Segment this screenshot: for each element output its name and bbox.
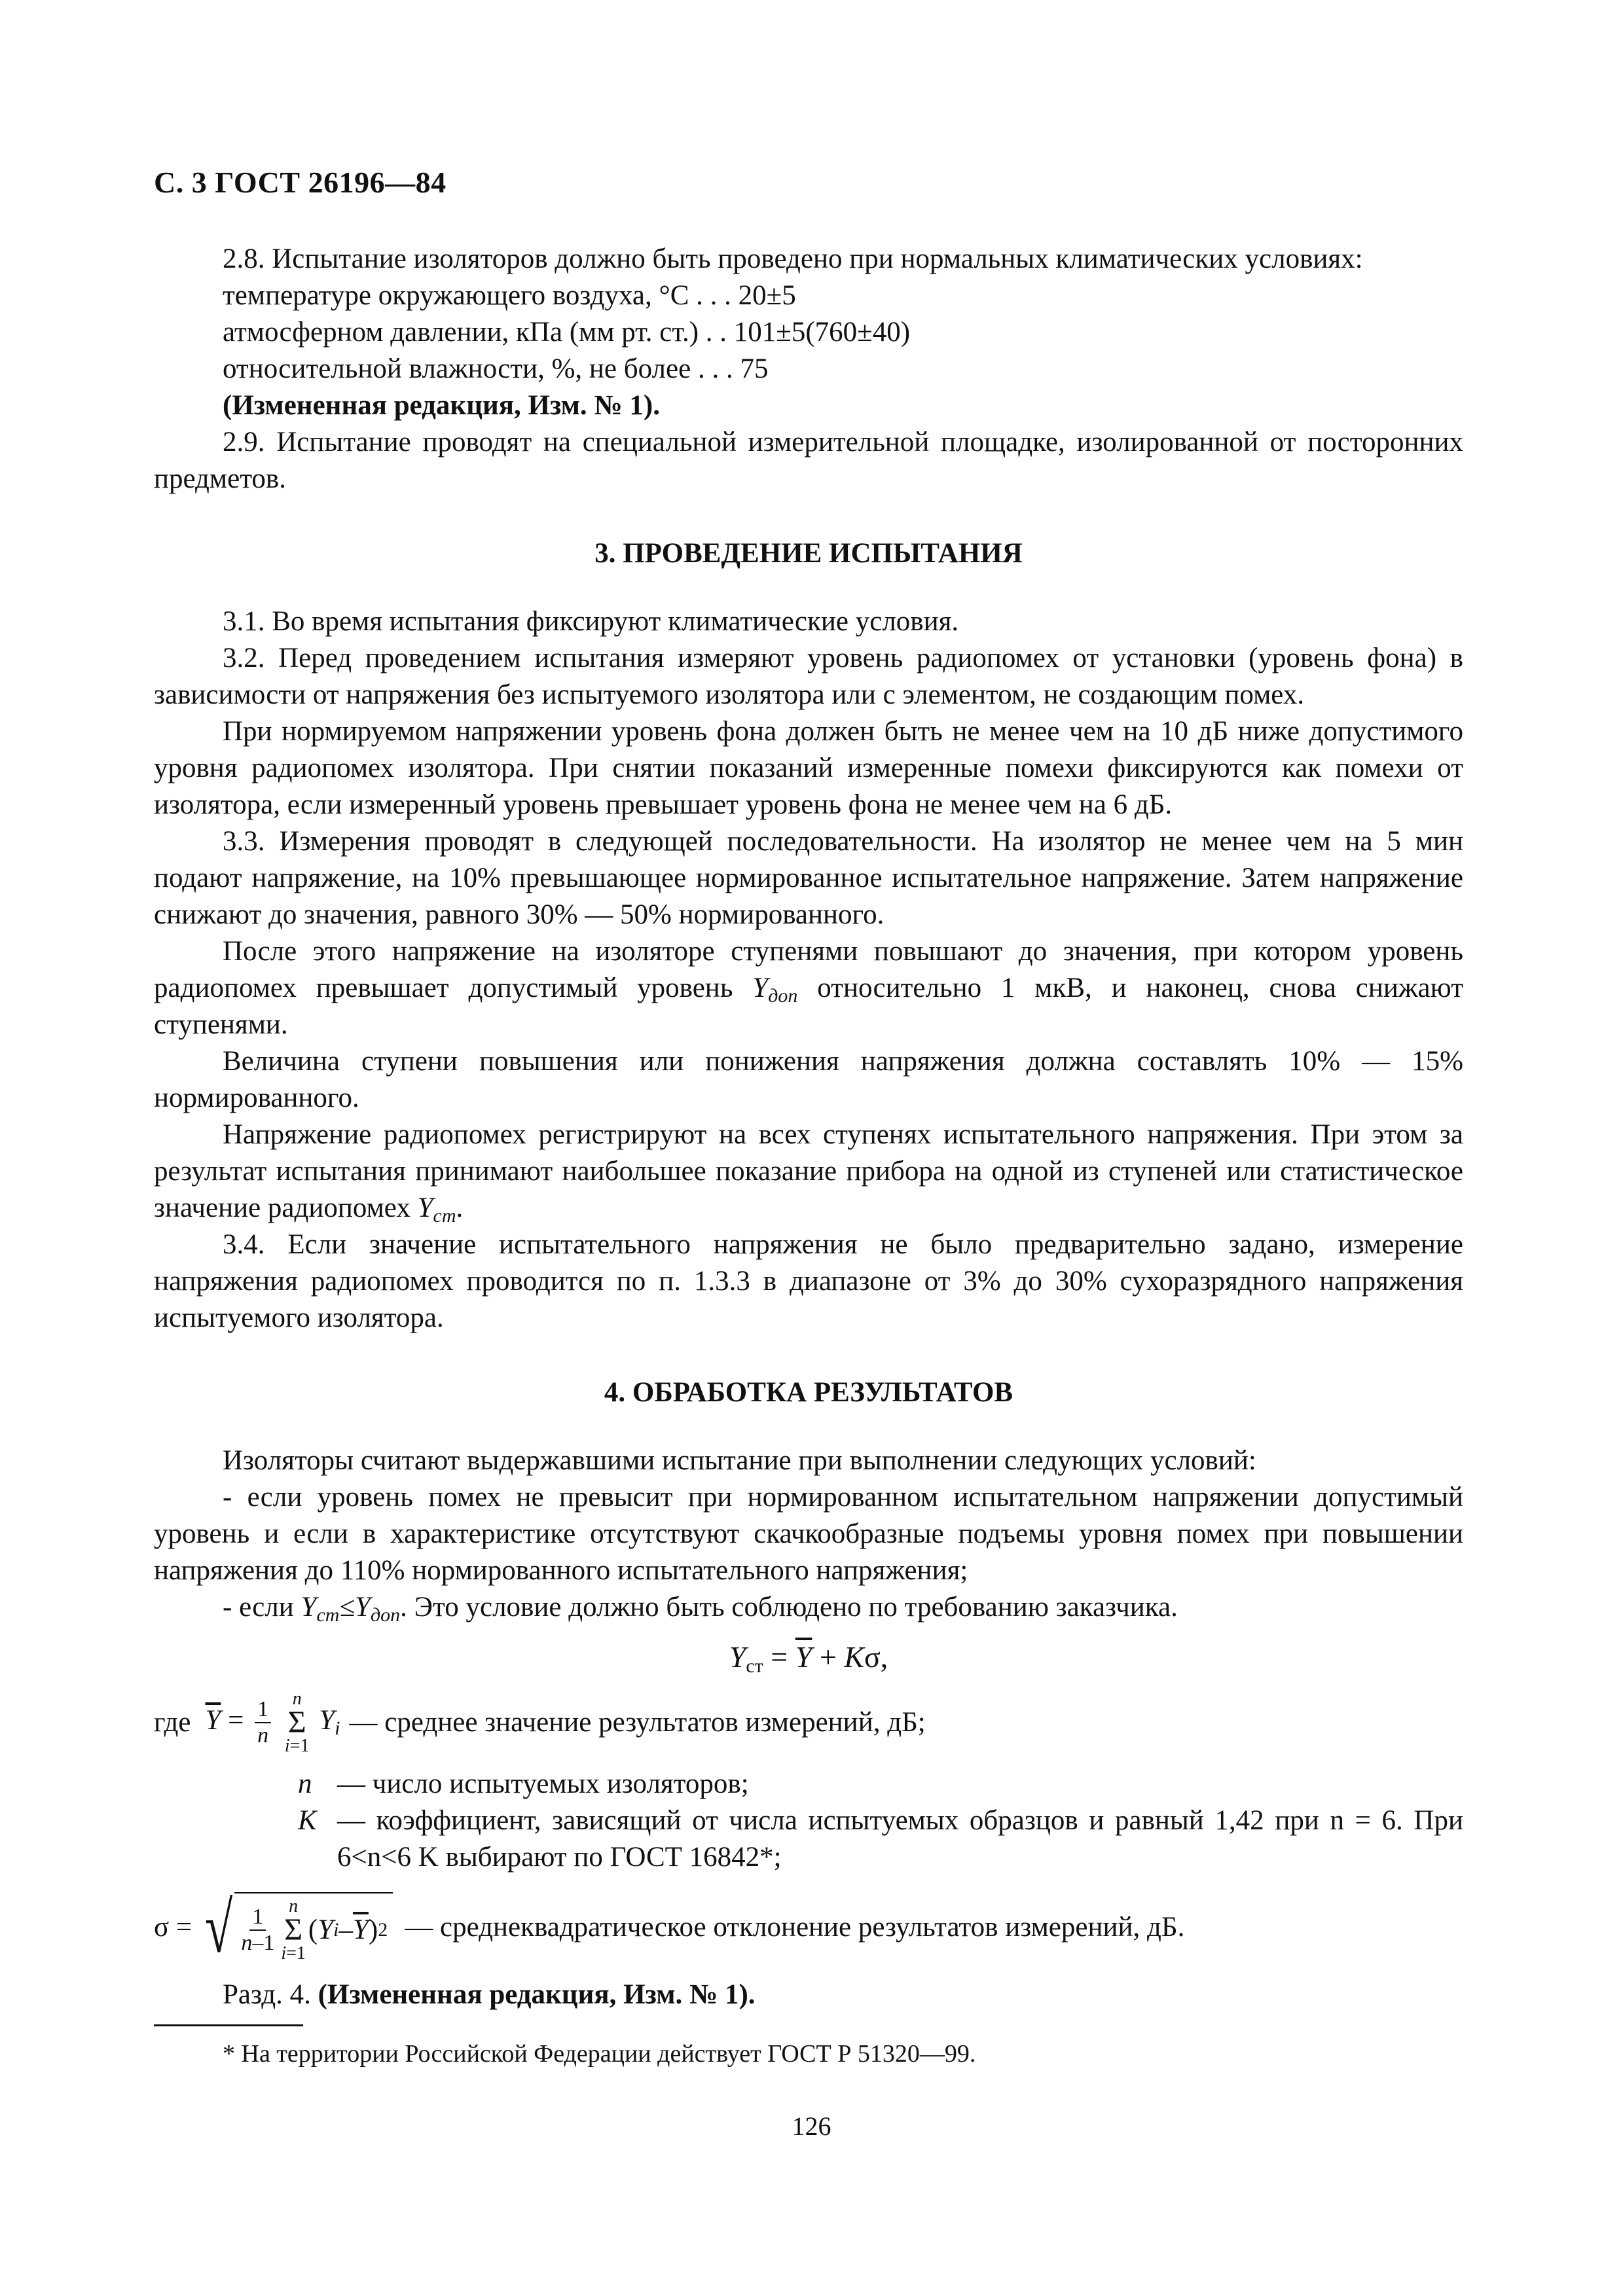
section-4-title: 4. ОБРАБОТКА РЕЗУЛЬТАТОВ bbox=[604, 1377, 1013, 1408]
sigma-description: — среднеквадратическое отклонение результатов измерений, дБ. bbox=[405, 1912, 1185, 1943]
page-number: 126 bbox=[792, 2111, 831, 2141]
registration-text: Напряжение радиопомех регистрируют на всех ступенях испытательного напряжения. При этом за результат испытания принимают наибольшее показание прибора на одной из ступеней или статистическое значение радиопомех bbox=[154, 1119, 1463, 1223]
paragraph-3-3-registration: Напряжение радиопомех регистрируют на всех ступенях испытательного напряжения. При этом за результат испытания принимают наибольшее показание прибора на одной из ступеней или статистическое значение радиопомех $Y_{ст}$. bbox=[154, 1119, 1463, 1227]
y-allowed-symbol: $Y_{доп}$ bbox=[752, 973, 798, 1007]
condition-temperature: температуре окружающего воздуха, °С . . . 20±5 bbox=[223, 280, 796, 311]
mean-description: — среднее значение результатов измерений, дБ; bbox=[349, 1707, 926, 1738]
definition-k: K — коэффициент, зависящий от числа испытуемых образцов и равный 1,42 при n = 6. При 6<n<6 K выбирают по ГОСТ 16842*; bbox=[298, 1805, 1463, 1873]
symbol-definitions bbox=[154, 1766, 1463, 1876]
paragraph-3-3: 3.3. Измерения проводят в следующей последовательности. На изолятор не менее чем на 5 мин подают напряжение, на 10% превышающее нормированное испытательное напряжение. Затем напряжение снижают до значения, равного 30% — 50% нормированного. bbox=[154, 826, 1463, 930]
condition-2-start: - если bbox=[223, 1592, 301, 1623]
paragraph-3-1: 3.1. Во время испытания фиксируют климатические условия. bbox=[223, 606, 959, 637]
section-3-title: 3. ПРОВЕДЕНИЕ ИСПЫТАНИЯ bbox=[594, 538, 1023, 569]
sigma-definition bbox=[154, 1888, 1463, 1967]
paragraph-2-9: 2.9. Испытание проводят на специальной измерительной площадке, изолированной от посторонних предметов. bbox=[154, 427, 1463, 494]
definition-n: n — число испытуемых изоляторов; bbox=[298, 1768, 749, 1799]
inequality-formula: $Y_{ст}\le Y_{доп}$ bbox=[301, 1592, 401, 1626]
paragraph-3-3-step-size: Величина ступени повышения или понижения напряжения должна составлять 10% — 15% нормированного. bbox=[154, 1046, 1463, 1113]
mean-formula: $\overline{Y}$ = $\frac{1}{n}$ n Σ i=1 $Y_i$ bbox=[205, 1689, 340, 1756]
condition-pressure: атмосферном давлении, кПа (мм рт. ст.) . . 101±5(760±40) bbox=[223, 317, 911, 348]
amendment-note: (Измененная редакция, Изм. № 1). bbox=[223, 390, 660, 421]
condition-2-end: . Это условие должно быть соблюдено по требованию заказчика. bbox=[400, 1592, 1178, 1623]
paragraph-3-2-background: При нормируемом напряжении уровень фона должен быть не менее чем на 10 дБ ниже допустимого уровня радиопомех изолятора. При снятии показаний измеренные помехи фиксируются как помехи от изолятора, если измеренный уровень превышает уровень фона не менее чем на 6 дБ. bbox=[154, 716, 1463, 820]
paragraph-3-3-steps bbox=[154, 933, 1463, 1043]
paragraph-2-8: 2.8. Испытание изоляторов должно быть проведено при нормальных климатических условиях: bbox=[223, 243, 1363, 274]
main-formula: $Y_{ст} = \overline{Y} + K\sigma$, bbox=[729, 1640, 888, 1677]
footnote-divider bbox=[154, 2024, 303, 2026]
y-stat-symbol: $Y_{ст}$ bbox=[417, 1193, 456, 1227]
paragraph-3-2: 3.2. Перед проведением испытания измеряют уровень радиопомех от установки (уровень фона) в зависимости от напряжения без испытуемого изолятора или с элементом, не создающим помех. bbox=[154, 643, 1463, 710]
footnote: * На территории Российской Федерации действует ГОСТ Р 51320—99. bbox=[223, 2040, 976, 2068]
mean-definition bbox=[154, 1690, 1463, 1755]
page-header: С. 3 ГОСТ 26196—84 bbox=[154, 166, 447, 199]
condition-humidity: относительной влажности, %, не более . . . 75 bbox=[223, 353, 769, 384]
where-label: где bbox=[154, 1707, 191, 1738]
document-body bbox=[154, 241, 1463, 2013]
condition-1: - если уровень помех не превысит при нормированном испытательном напряжении допустимый уровень и если в характеристике отсутствуют скачкообразные подъемы уровня помех при повышении напряжения до 110% нормированного испытательного напряжения; bbox=[154, 1482, 1463, 1586]
section-4-amendment: Разд. 4. (Измененная редакция, Изм. № 1). bbox=[223, 1979, 756, 2010]
steps-text-end: относительно 1 мкВ, и наконец, снова снижают ступенями. bbox=[154, 973, 1463, 1040]
paragraph-4-intro: Изоляторы считают выдержавшими испытание при выполнении следующих условий: bbox=[223, 1445, 1256, 1476]
paragraph-3-4: 3.4. Если значение испытательного напряжения не было предварительно задано, измерение напряжения радиопомех проводится по п. 1.3.3 в диапазоне от 3% до 30% сухоразрядного напряжения испытуемого изолятора. bbox=[154, 1229, 1463, 1333]
condition-2 bbox=[154, 1589, 1463, 1626]
steps-text-start: После этого напряжение на изоляторе ступенями повышают до значения, при котором уровень радиопомех превышает допустимый уровень bbox=[154, 936, 1463, 1003]
sigma-formula: σ = √ $\frac{1}{n-1}$ n Σ i=1 ( Y i – $\overline{Y}$ ) 2 bbox=[154, 1892, 393, 1964]
